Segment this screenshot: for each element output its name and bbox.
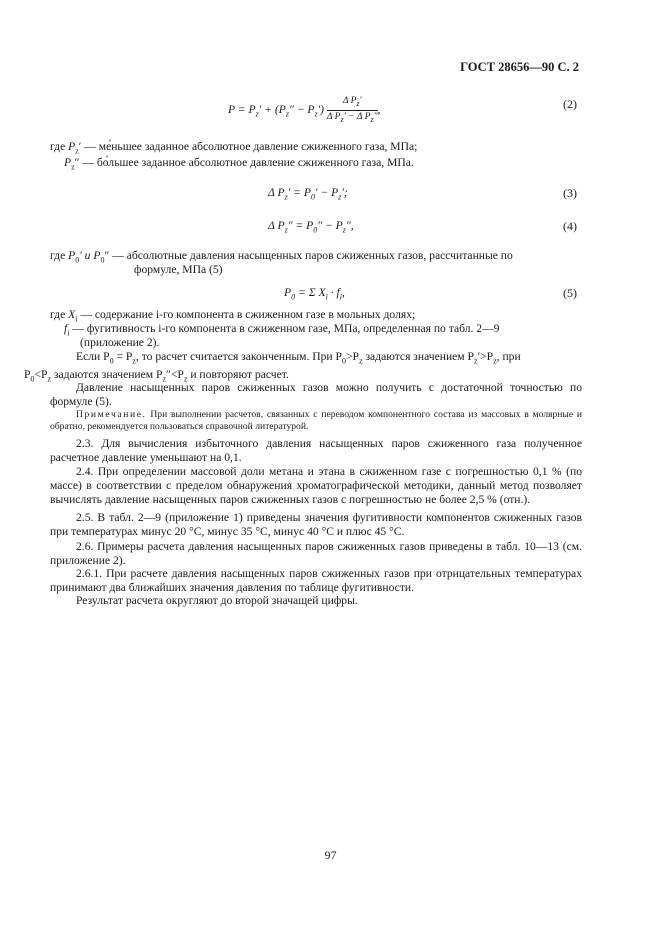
definition-x-i: где $X_i$ — содержание i-го компонента в сжиженном газе в мольных долях; [50,308,416,324]
definition-f-i-cont: (приложение 2). [80,336,160,349]
definition-p-z-prime: где $P_z'$ — ме́ньшее заданное абсолютное давление сжиженного газа, МПа; [50,140,418,156]
formula-5-number: (5) [563,286,577,300]
definition-p0-cont: формуле, МПа (5) [134,263,223,276]
formula-3: Δ $P_z' = P_0' - P_z'$; [268,186,348,202]
definition-p-z-double-prime: $P_z''$ — бо́льшее заданное абсолютное давление сжиженного газа, МПа. [64,156,414,172]
paragraph-condition: Если $P_0 = P_z$, то расчет считается законченным. При $P_0>P_z$ задаются значением $P_z'>P_z$, при $P_0<P_z$ задаются значением $P_z''<P_z$ и повторяют расчет. [24,350,521,384]
paragraph-result: Результат расчета округляют до второй значащей цифры. [76,594,358,607]
formula-2: $P = P_z' + (P_z'' - P_z')$ $\frac{\Delta P_z'}{\Delta P_z' - \Delta P_z''}$ , [228,96,381,124]
document-header: ГОСТ 28656—90 С. 2 [460,60,579,74]
paragraph-formula-5-note: Давление насыщенных паров сжиженных газов можно получить с достаточной точностью по формуле (5). [50,381,582,408]
paragraph-2-3: 2.3. Для вычисления избыточного давления насыщенных паров сжиженного газа полученное расчетное давление уменьшают на 0,1. [50,437,582,464]
page-number: 97 [324,848,337,862]
formula-4-number: (4) [563,219,577,233]
definition-f-i: $f_i$ — фугитивность i-го компонента в сжиженном газе, МПа, определенная по табл. 2—9 [64,322,500,338]
paragraph-2-6-1: 2.6.1. При расчете давления насыщенных паров сжиженных газов при отрицательных температурах принимают два ближайших значения давления по таблице фугитивности. [50,567,582,594]
formula-4: Δ $P_z'' = P_0'' - P_z''$, [268,219,354,235]
formula-5: $P_0 = \Sigma$ $X_i \cdot f_i$, [284,286,345,302]
note: Примечание. При выполнении расчетов, связанных с переводом компонентного состава из массовых в молярные и обратно, рекомендуется пользоваться справочной литературой. [50,409,582,432]
formula-2-number: (2) [563,97,577,111]
paragraph-2-4: 2.4. При определении массовой доли метана и этана в сжиженном газе с погрешностью 0,1 % (по массе) в соответствии с пределом обнаружения хроматографической методики, данный метод позволяет вычислять давление насыщенных паров сжиженных газов с погрешностью не более 2,5 % (отн.). [50,465,582,506]
definition-p0: где $P_0'$ и $P_0''$ — абсолютные давления насыщенных паров сжиженных газов, рассчитанные по [50,249,513,265]
paragraph-2-6: 2.6. Примеры расчета давления насыщенных паров сжиженных газов приведены в табл. 10—13 (см. приложение 2). [50,540,582,567]
formula-2-fraction: $\frac{\Delta P_z'}{\Delta P_z' - \Delta P_z''}$ [326,96,378,124]
paragraph-2-5: 2.5. В табл. 2—9 (приложение 1) приведены значения фугитивности компонентов сжиженных газов при температурах минус 20 °С, минус 35 °С, минус 40 °С и плюс 45 °С. [50,511,582,538]
formula-3-number: (3) [563,186,577,200]
